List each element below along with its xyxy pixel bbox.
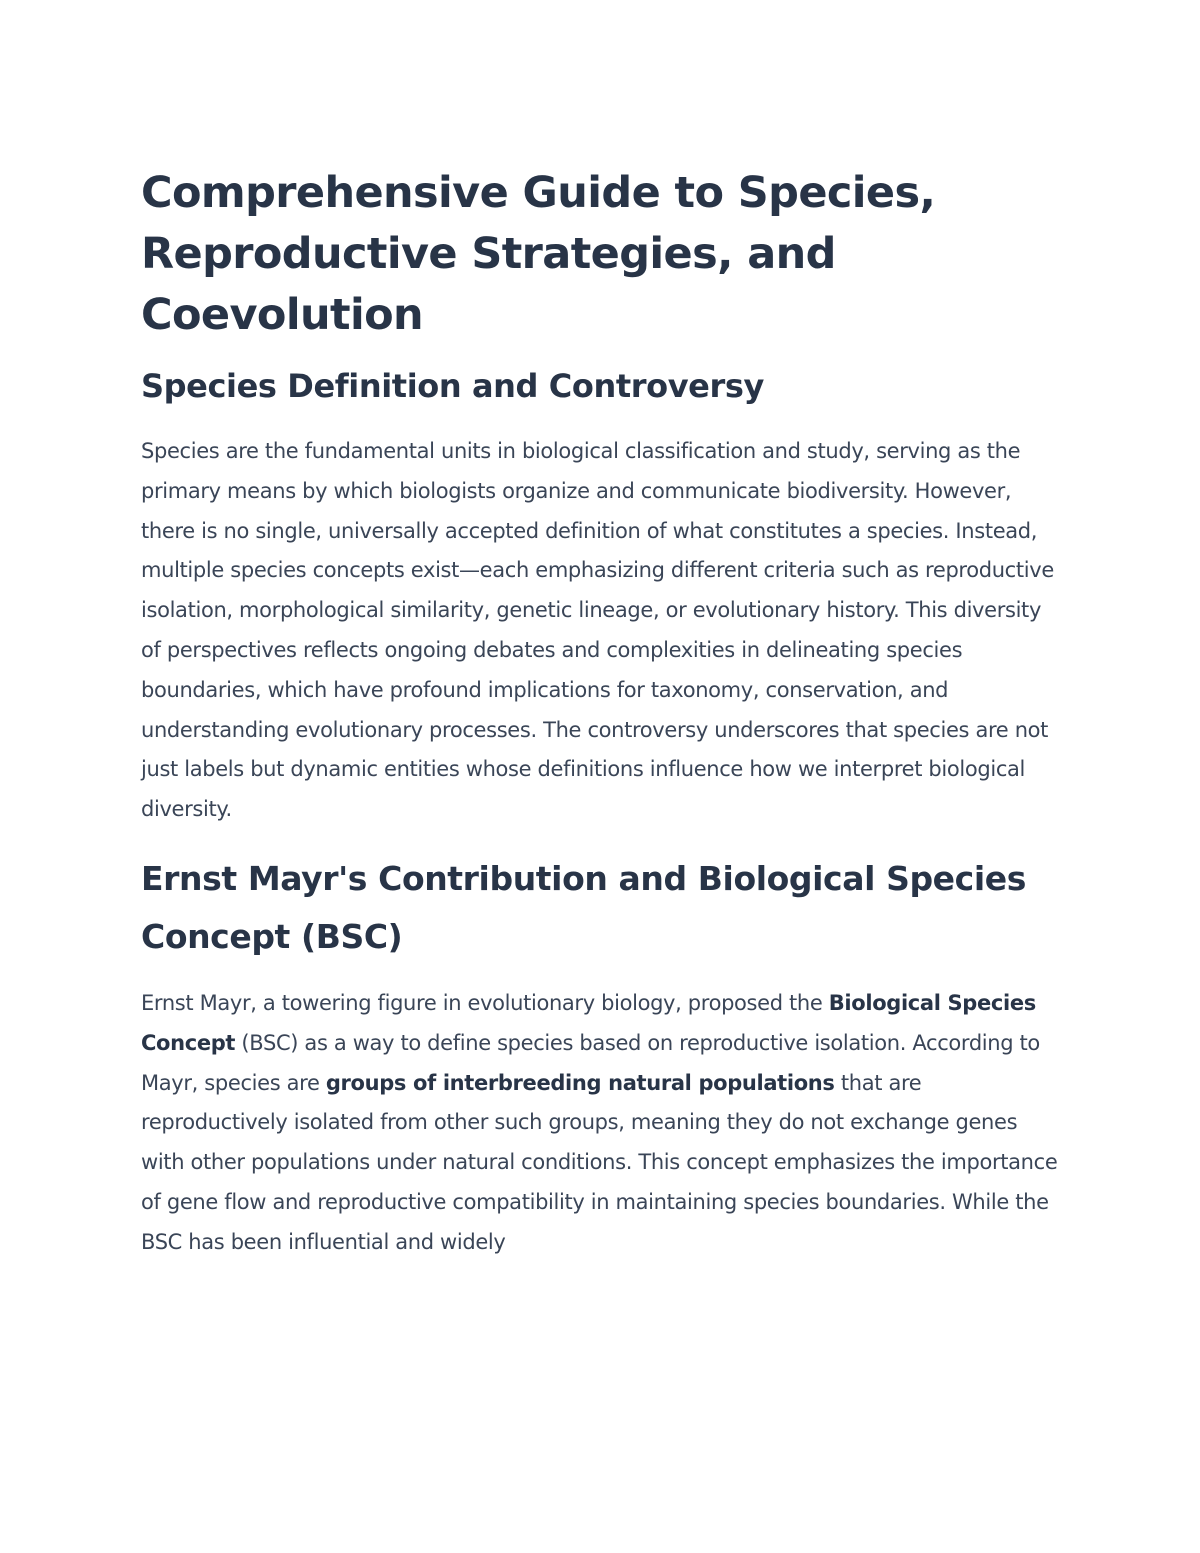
paragraph-text: Ernst Mayr, a towering figure in evolutionary biology, proposed the xyxy=(141,990,829,1015)
paragraph-text: that are reproductively isolated from other such groups, meaning they do not exchange genes with other populations under natural conditions. This concept emphasizes the importance of gene flow and reproductive compatibility in maintaining species boundaries. While the BSC has been influential and widely xyxy=(141,1070,1058,1254)
bold-term-interbreeding: groups of interbreeding natural populations xyxy=(325,1070,835,1095)
section-heading-species-definition: Species Definition and Controversy xyxy=(141,367,764,405)
section-paragraph-ernst-mayr xyxy=(141,984,1061,1263)
section-heading-ernst-mayr: Ernst Mayr's Contribution and Biological Species Concept (BSC) xyxy=(141,858,1026,956)
bold-term-bsc: Biological Species Concept xyxy=(141,990,1036,1055)
document-title: Comprehensive Guide to Species, Reproductive Strategies, and Coevolution xyxy=(141,168,936,340)
document-page xyxy=(141,163,1061,1263)
paragraph-text: (BSC) as a way to define species based on reproductive isolation. According to Mayr, species are xyxy=(141,1030,1040,1095)
section-paragraph-species-definition: Species are the fundamental units in biological classification and study, serving as the primary means by which biologists organize and communicate biodiversity. However, there is no single, universally accepted definition of what constitutes a species. Instead, multiple species concepts exist—each emphasizing different criteria such as reproductive isolation, morphological similarity, genetic lineage, or evolutionary history. This diversity of perspectives reflects ongoing debates and complexities in delineating species boundaries, which have profound implications for taxonomy, conservation, and understanding evolutionary processes. The controversy underscores that species are not just labels but dynamic entities whose definitions influence how we interpret biological diversity. xyxy=(141,439,1054,822)
